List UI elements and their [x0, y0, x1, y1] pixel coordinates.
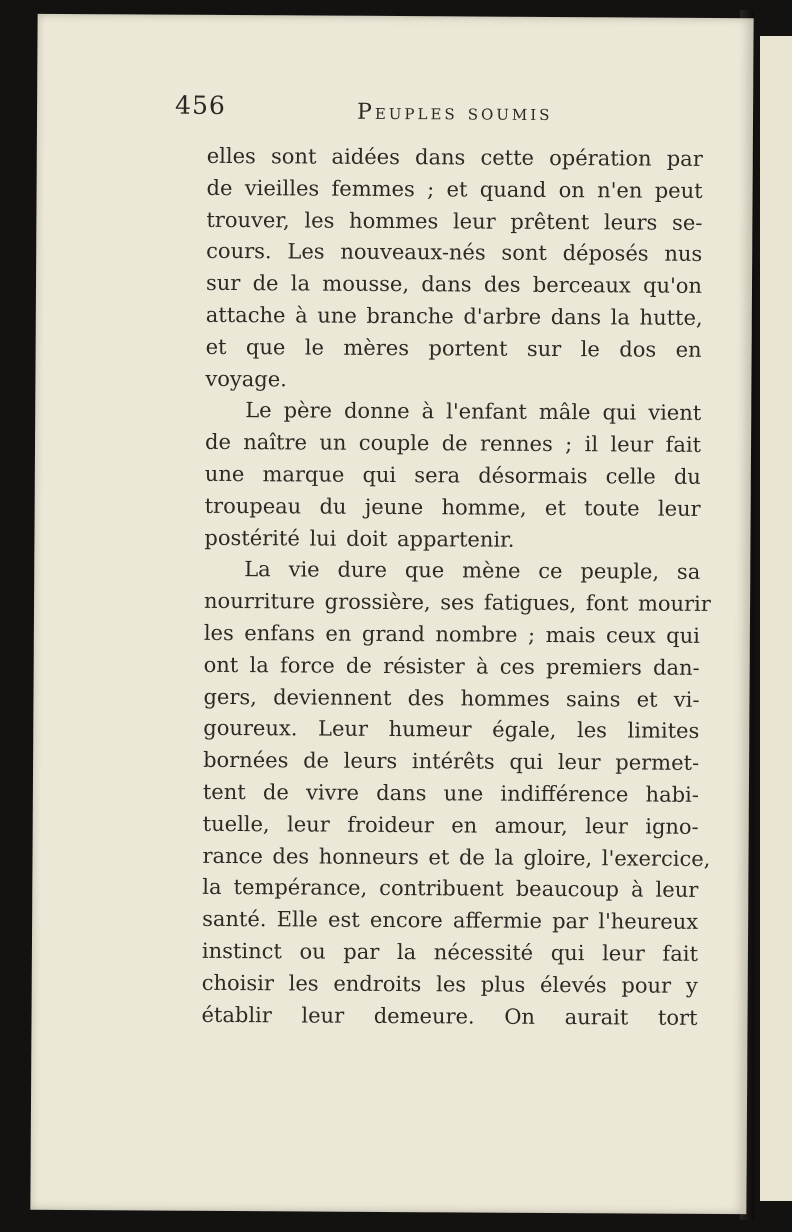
text-line: La vie dure que mène ce peuple, sa: [244, 557, 701, 585]
text-line: les enfans en grand nombre ; mais ceux qui: [203, 620, 700, 648]
body-text: [201, 141, 711, 1034]
text-line: elles sont aidées dans cette opération par: [206, 143, 703, 171]
paragraph-2: [204, 395, 701, 557]
text-line: instinct ou par la nécessité qui leur fait: [201, 938, 699, 966]
text-line: bornées de leurs intérêts qui leur permet-: [203, 747, 700, 776]
text-line: postérité lui doit appartenir.: [204, 525, 515, 552]
page-number: 456: [175, 90, 226, 120]
running-head: [175, 79, 675, 132]
text-line: troupeau du jeune homme, et toute leur: [204, 493, 701, 521]
text-line: tent de vivre dans une indifférence habi-: [202, 779, 699, 807]
text-line: de naître un couple de rennes ; il leur fait: [204, 430, 702, 458]
text-line: choisir les endroits les plus élevés pour y: [201, 970, 698, 998]
text-line: voyage.: [205, 366, 287, 391]
text-line: une marque qui sera désormais celle du: [204, 461, 701, 489]
text-line: cours. Les nouveaux-nés sont déposés nus: [206, 239, 703, 267]
text-line: de vieilles femmes ; et quand on n'en peut: [206, 175, 703, 203]
text-line: rance des honneurs et de la gloire, l'exercice,: [202, 843, 711, 871]
text-line: Le père donne à l'enfant mâle qui vient: [245, 398, 702, 426]
text-line: gers, deviennent des hommes sains et vi-: [203, 684, 700, 712]
book-page: [30, 14, 753, 1214]
text-line: tuelle, leur froideur en amour, leur igno-: [202, 811, 699, 839]
text-line: établir leur demeure. On aurait tort: [201, 1002, 698, 1030]
facing-page-edge: [760, 36, 792, 1201]
text-line: sur de la mousse, dans des berceaux qu'on: [205, 271, 703, 299]
text-line: la tempérance, contribuent beaucoup à leur: [202, 875, 699, 903]
text-line: et que le mères portent sur le dos en: [205, 334, 702, 362]
running-title: Peuples soumis: [356, 99, 553, 126]
text-line: nourriture grossière, ses fatigues, font mourir: [204, 589, 711, 617]
text-line: attache à une branche d'arbre dans la hutte,: [205, 302, 703, 330]
text-line: santé. Elle est encore affermie par l'heureux: [202, 906, 699, 935]
paragraph-3: [201, 554, 711, 1034]
paragraph-1: [205, 141, 703, 398]
text-line: ont la force de résister à ces premiers dan-: [203, 652, 700, 680]
text-line: trouver, les hommes leur prêtent leurs se-: [206, 207, 703, 235]
text-line: goureux. Leur humeur égale, les limites: [203, 716, 700, 744]
